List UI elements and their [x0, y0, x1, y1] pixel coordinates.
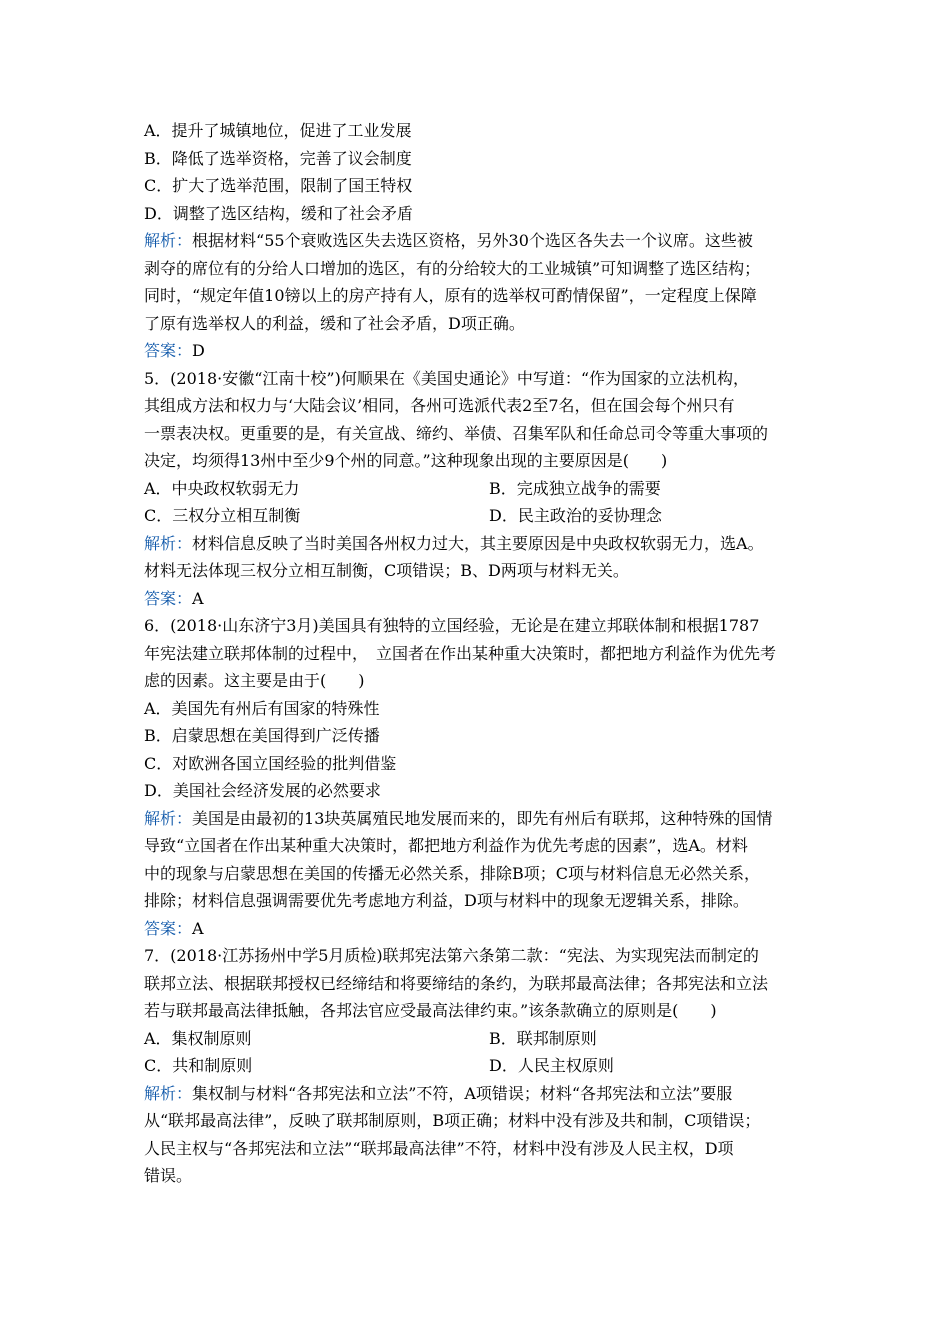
q5-answer-line — [144, 585, 844, 613]
q7-option-a: A．集权制原则 — [144, 1028, 252, 1048]
q5-option-c: C．三权分立相互制衡 — [144, 506, 301, 525]
q7-analysis-text: 集权制与材料“各邦宪法和立法”不符，A项错误；材料“各邦宪法和立法”要服 — [192, 1083, 733, 1103]
q6-option-b: B．启蒙思想在美国得到广泛传播 — [144, 726, 380, 745]
q4-analysis-line: 了原有选举权人的利益，缓和了社会矛盾，D项正确。 — [144, 313, 525, 333]
analysis-label: 解析： — [144, 808, 193, 828]
answer-label: 答案： — [144, 341, 193, 360]
q5-stem-line: 一票表决权。更重要的是，有关宣战、缔约、举债、召集军队和任命总司令等重大事项的 — [144, 423, 769, 443]
document-content — [144, 117, 844, 1190]
analysis-label: 解析： — [144, 1083, 193, 1103]
q6-stem-line: 虑的因素。这主要是由于( ) — [144, 671, 365, 690]
q7-options-row — [144, 1052, 844, 1080]
q6-analysis-line: 排除；材料信息强调需要优先考虑地方利益，D项与材料中的现象无逻辑关系，排除。 — [144, 891, 749, 910]
q4-answer: D — [192, 341, 205, 360]
q5-option-d: D．民主政治的妥协理念 — [489, 506, 662, 525]
q6-analysis-line: 导致“立国者在作出某种重大决策时，都把地方利益作为优先考虑的因素”，选A。材料 — [144, 836, 748, 855]
q5-stem-line: 5．(2018·安徽“江南十校”)何顺果在《美国史通论》中写道：“作为国家的立法机构， — [144, 368, 750, 388]
q4-answer-line — [144, 337, 844, 365]
q4-analysis-line: 剥夺的席位有的分给人口增加的选区，有的分给较大的工业城镇”可知调整了选区结构； — [144, 258, 761, 278]
q6-analysis-line: 中的现象与启蒙思想在美国的传播无必然关系，排除B项；C项与材料信息无必然关系， — [144, 863, 761, 883]
q6-answer-line — [144, 915, 844, 943]
q4-option-a: A．提升了城镇地位，促进了工业发展 — [144, 121, 412, 140]
q7-analysis-line: 人民主权与“各邦宪法和立法”“联邦最高法律”不符，材料中没有涉及人民主权，D项 — [144, 1138, 734, 1158]
q5-options-row — [144, 475, 844, 503]
q7-options-row — [144, 1025, 844, 1053]
q6-analysis-text: 美国是由最初的13块英属殖民地发展而来的，即先有州后有联邦，这种特殊的国情 — [192, 808, 773, 828]
q7-analysis-line: 从“联邦最高法律”，反映了联邦制原则，B项正确；材料中没有涉及共和制，C项错误； — [144, 1111, 761, 1130]
q7-stem-line: 7．(2018·江苏扬州中学5月质检)联邦宪法第六条第二款：“宪法、为实现宪法而制定的 — [144, 946, 759, 965]
q4-option-b: B．降低了选举资格，完善了议会制度 — [144, 148, 412, 168]
analysis-label: 解析： — [144, 533, 193, 553]
q4-option-c: C．扩大了选举范围，限制了国王特权 — [144, 176, 413, 195]
q6-option-a: A．美国先有州后有国家的特殊性 — [144, 698, 380, 718]
q6-option-c: C．对欧洲各国立国经验的批判借鉴 — [144, 753, 397, 773]
q7-option-b: B．联邦制原则 — [489, 1028, 597, 1048]
q5-stem-line: 决定，均须得13州中至少9个州的同意。”这种现象出现的主要原因是( ) — [144, 451, 668, 470]
q5-option-a: A．中央政权软弱无力 — [144, 478, 300, 498]
q5-option-b: B．完成独立战争的需要 — [489, 478, 661, 498]
answer-label: 答案： — [144, 588, 193, 608]
q6-answer: A — [192, 918, 204, 938]
q7-option-c: C．共和制原则 — [144, 1056, 253, 1075]
q7-stem-line: 若与联邦最高法律抵触，各邦法官应受最高法律约束。”该条款确立的原则是( ) — [144, 1001, 717, 1020]
analysis-label: 解析： — [144, 231, 193, 250]
q5-options-row — [144, 502, 844, 530]
q5-analysis-line — [144, 530, 844, 558]
q6-option-d: D．美国社会经济发展的必然要求 — [144, 781, 381, 800]
q5-stem-line: 其组成方法和权力与‘大陆会议’相同，各州可选派代表2至7名，但在国会每个州只有 — [144, 396, 735, 415]
q4-analysis-line — [144, 227, 844, 255]
q7-option-d: D．人民主权原则 — [489, 1056, 614, 1075]
q5-analysis-line: 材料无法体现三权分立相互制衡，C项错误；B、D两项与材料无关。 — [144, 561, 629, 580]
q7-analysis-line — [144, 1080, 844, 1108]
q4-analysis-line: 同时，“规定年值10镑以上的房产持有人，原有的选举权可酌情保留”，一定程度上保障 — [144, 286, 757, 305]
q7-stem-line: 联邦立法、根据联邦授权已经缔结和将要缔结的条约，为联邦最高法律；各邦宪法和立法 — [144, 973, 769, 993]
q6-analysis-line — [144, 805, 844, 833]
q6-stem-line: 6．(2018·山东济宁3月)美国具有独特的立国经验，无论是在建立邦联体制和根据1787 — [144, 616, 760, 635]
q5-analysis-text: 材料信息反映了当时美国各州权力过大，其主要原因是中央政权软弱无力，选A。 — [192, 533, 764, 553]
q6-stem-line: 年宪法建立联邦体制的过程中， 立国者在作出某种重大决策时，都把地方利益作为优先考 — [144, 643, 777, 663]
q4-option-d: D．调整了选区结构，缓和了社会矛盾 — [144, 203, 413, 223]
q7-analysis-line: 错误。 — [144, 1166, 193, 1185]
q5-answer: A — [192, 588, 204, 608]
answer-label: 答案： — [144, 918, 193, 938]
q4-analysis-text: 根据材料“55个衰败选区失去选区资格，另外30个选区各失去一个议席。这些被 — [192, 231, 753, 250]
